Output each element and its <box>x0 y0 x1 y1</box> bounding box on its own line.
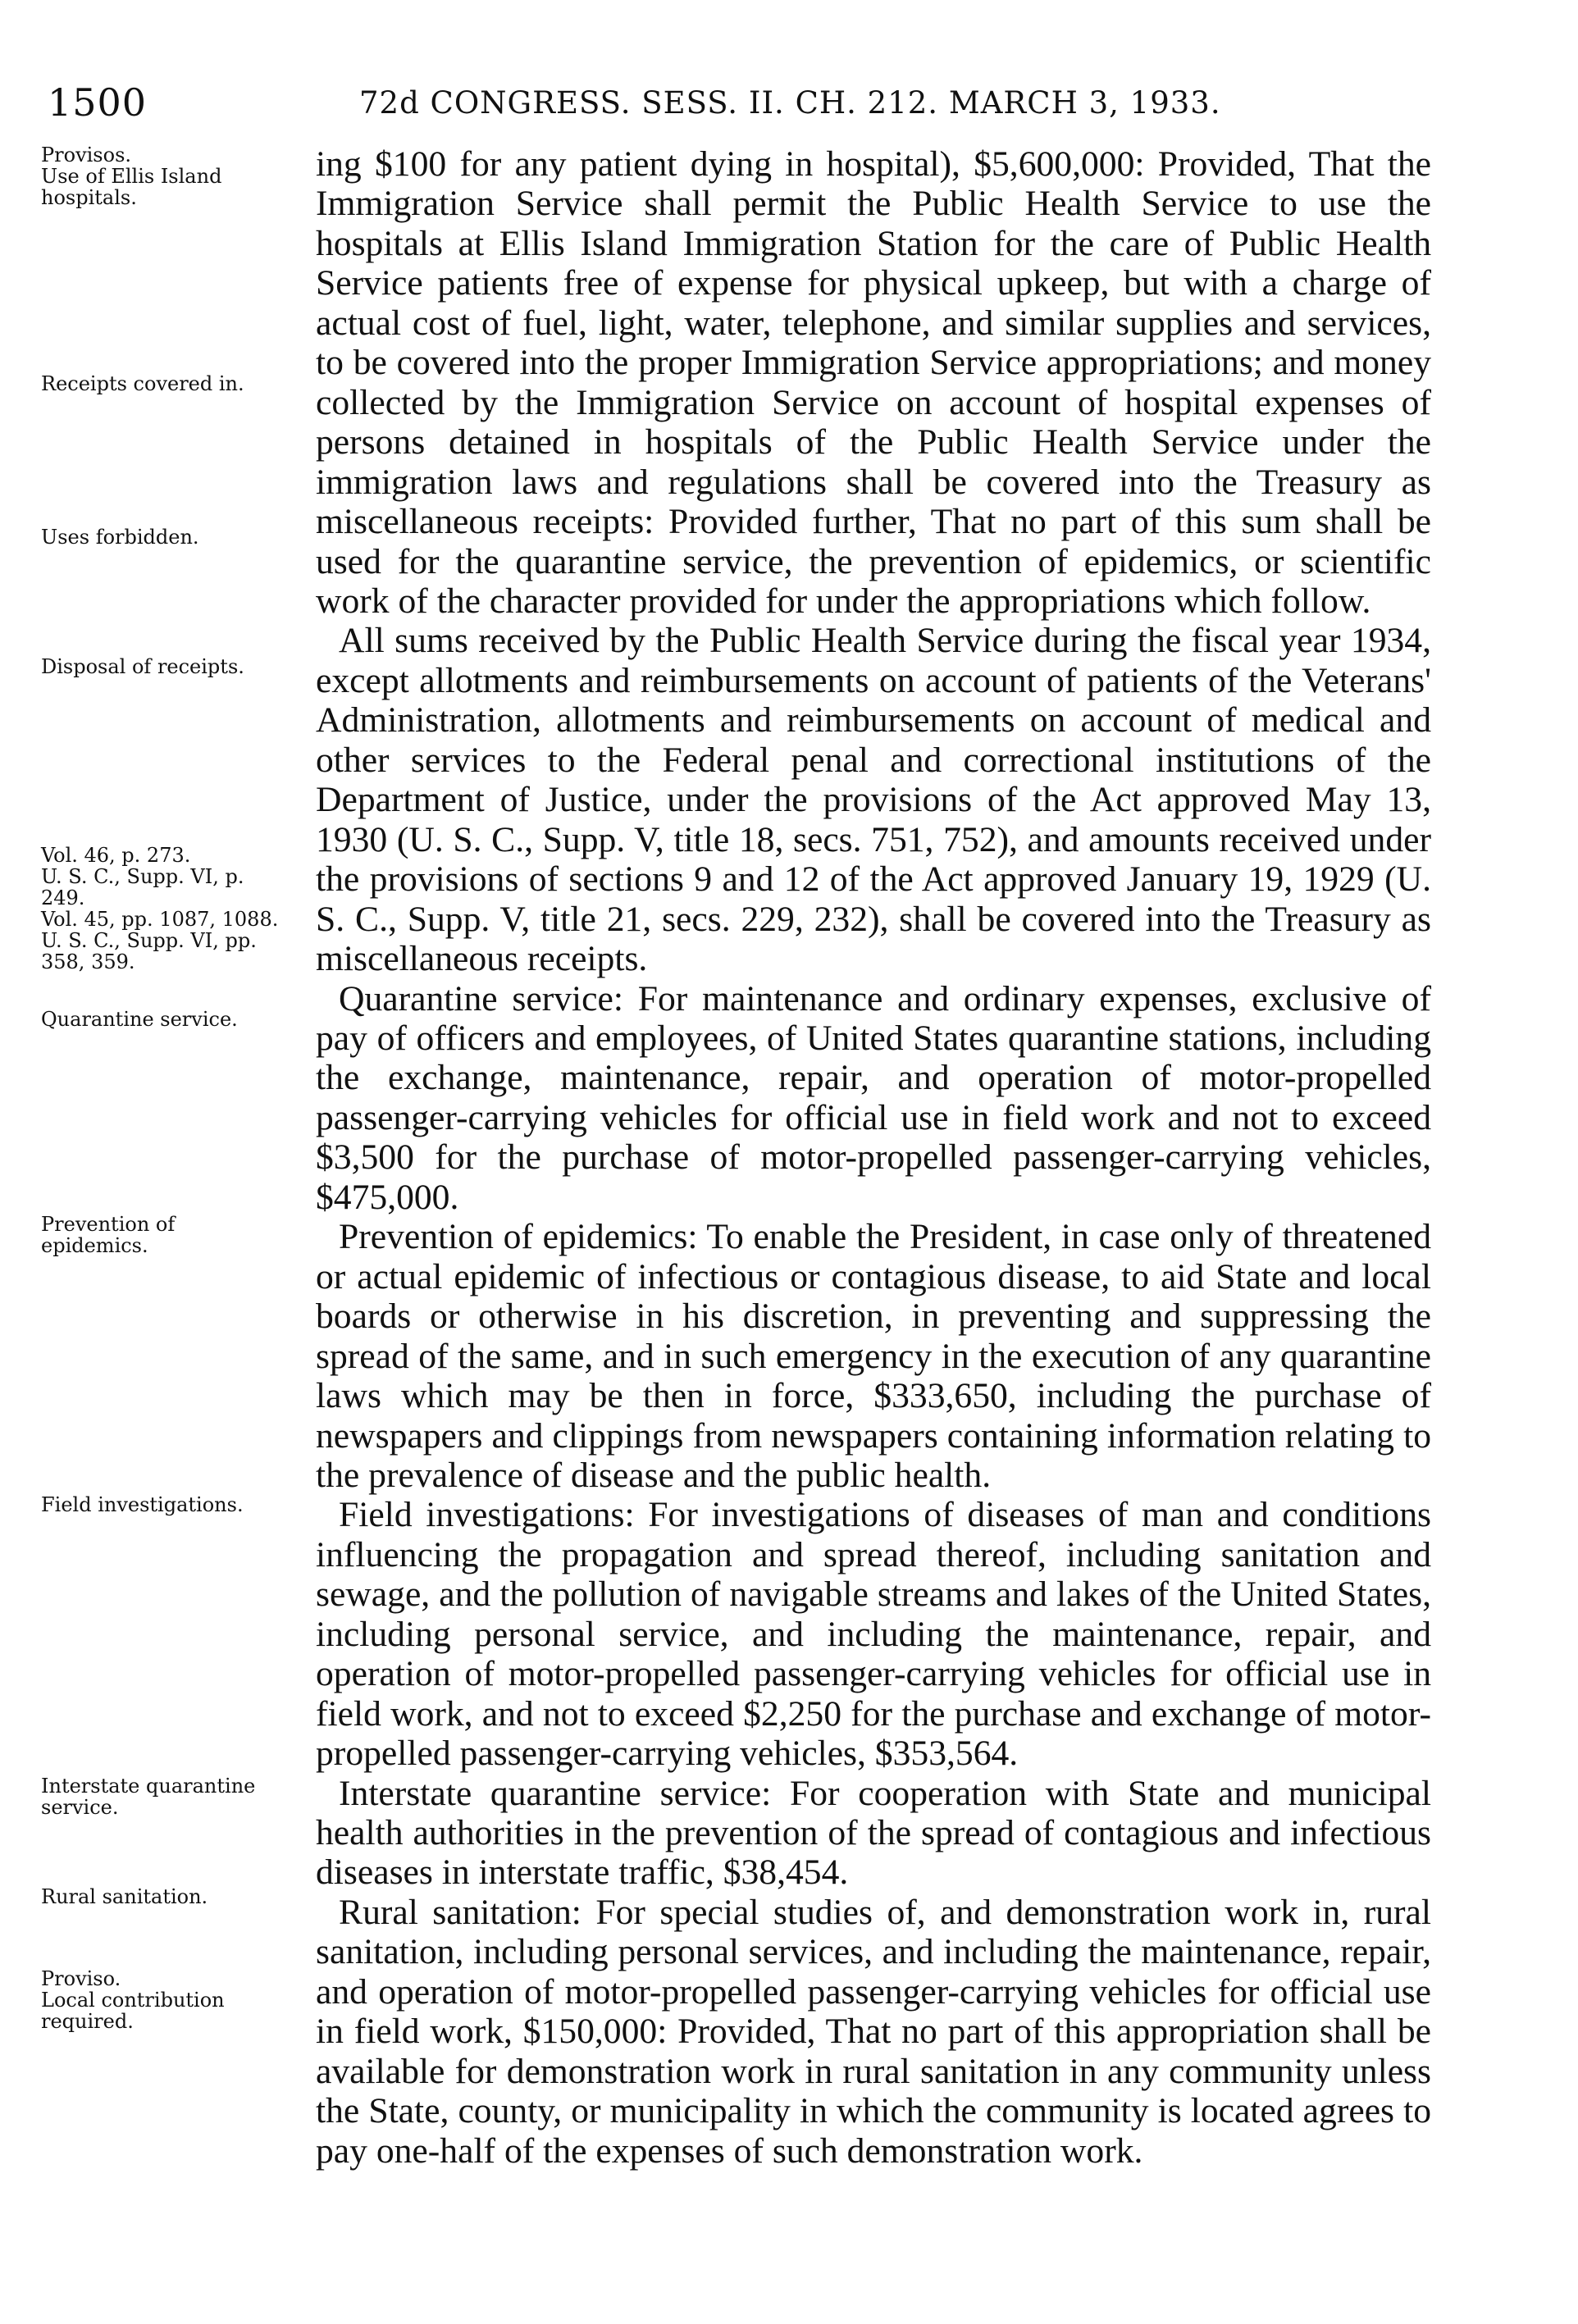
margin-note: Uses forbidden. <box>41 526 199 549</box>
margin-note: Rural sanitation. <box>41 1885 208 1908</box>
margin-note: Disposal of receipts. <box>41 655 244 678</box>
paragraph: All sums received by the Public Health Service during the fiscal year 1934, except allotments and reimbursements on account of patients of the Veterans' Administration, allotments and reimbursements on account of medical and other services to the Federal penal and correctional institutions of the Department of Justice, under the provisions of the Act approved May 13, 1930 (U. S. C., Supp. V, title 18, secs. 751, 752), and amounts received under the provisions of sections 9 and 12 of the Act approved January 19, 1929 (U. S. C., Supp. V, title 21, secs. 229, 232), shall be covered into the Treasury as miscellaneous receipts. <box>316 621 1431 979</box>
margin-note: Receipts covered in. <box>41 372 244 395</box>
body-text <box>316 144 1431 2171</box>
paragraph: ing $100 for any patient dying in hospital), $5,600,000: Provided, That the Immigration Service shall permit the Public Health Service to use the hospitals at Ellis Island Immigration Station for the care of Public Health Service patients free of expense for physical upkeep, but with a charge of actual cost of fuel, light, water, telephone, and similar supplies and services, to be covered into the proper Immigration Service appropriations; and money collected by the Immigration Service on account of hospital expenses of persons detained in hospitals of the Public Health Service under the immigration laws and regulations shall be covered into the Treasury as miscellaneous receipts: Provided further, That no part of this sum shall be used for the quarantine service, the prevention of epidemics, or scientific work of the character provided for under the appropriations which follow. <box>316 144 1431 621</box>
margin-note: Quarantine service. <box>41 1008 238 1031</box>
margin-note: Vol. 46, p. 273. U. S. C., Supp. VI, p. 249. Vol. 45, pp. 1087, 1088. U. S. C., Supp. VI, pp. 358, 359. <box>41 844 279 973</box>
margin-note: Interstate quarantine service. <box>41 1775 256 1819</box>
running-title: 72d CONGRESS. SESS. II. CH. 212. MARCH 3, 1933. <box>359 85 1221 121</box>
margin-note: Proviso. Local contribution required. <box>41 1967 225 2033</box>
paragraph: Quarantine service: For maintenance and ordinary expenses, exclusive of pay of officers and employees, of United States quarantine stations, including the exchange, maintenance, repair, and operation of motor-propelled passenger-carrying vehicles for official use in field work and not to exceed $3,500 for the purchase of motor-propelled passenger-carrying vehicles, $475,000. <box>316 978 1431 1217</box>
page-number: 1500 <box>48 80 148 125</box>
margin-note: Provisos. Use of Ellis Island hospitals. <box>41 144 222 209</box>
paragraph: Prevention of epidemics: To enable the President, in case only of threatened or actual epidemic of infectious or contagious disease, to aid State and local boards or otherwise in his discretion, in preventing and suppressing the spread of the same, and in such emergency in the execution of any quarantine laws which may be then in force, $333,650, including the purchase of newspapers and clippings from newspapers containing information relating to the prevalence of disease and the public health. <box>316 1217 1431 1495</box>
margin-note: Prevention of epidemics. <box>41 1213 176 1257</box>
paragraph: Rural sanitation: For special studies of, and demonstration work in, rural sanitation, including personal services, and including the maintenance, repair, and operation of motor-propelled passenger-carrying vehicles for official use in field work, $150,000: Provided, That no part of this appropriation shall be available for demonstration work in rural sanitation in any community unless the State, county, or municipality in which the community is located agrees to pay one-half of the expenses of such demonstration work. <box>316 1892 1431 2171</box>
paragraph: Field investigations: For investigations of diseases of man and conditions influencing the propagation and spread thereof, including sanitation and sewage, and the pollution of navigable streams and lakes of the United States, including personal service, and including the maintenance, repair, and operation of motor-propelled passenger-carrying vehicles for official use in field work, and not to exceed $2,250 for the purchase and exchange of motor-propelled passenger-carrying vehicles, $353,564. <box>316 1495 1431 1774</box>
margin-note: Field investigations. <box>41 1493 244 1516</box>
paragraph: Interstate quarantine service: For cooperation with State and municipal health authorities in the prevention of the spread of contagious and infectious diseases in interstate traffic, $38,454. <box>316 1773 1431 1893</box>
